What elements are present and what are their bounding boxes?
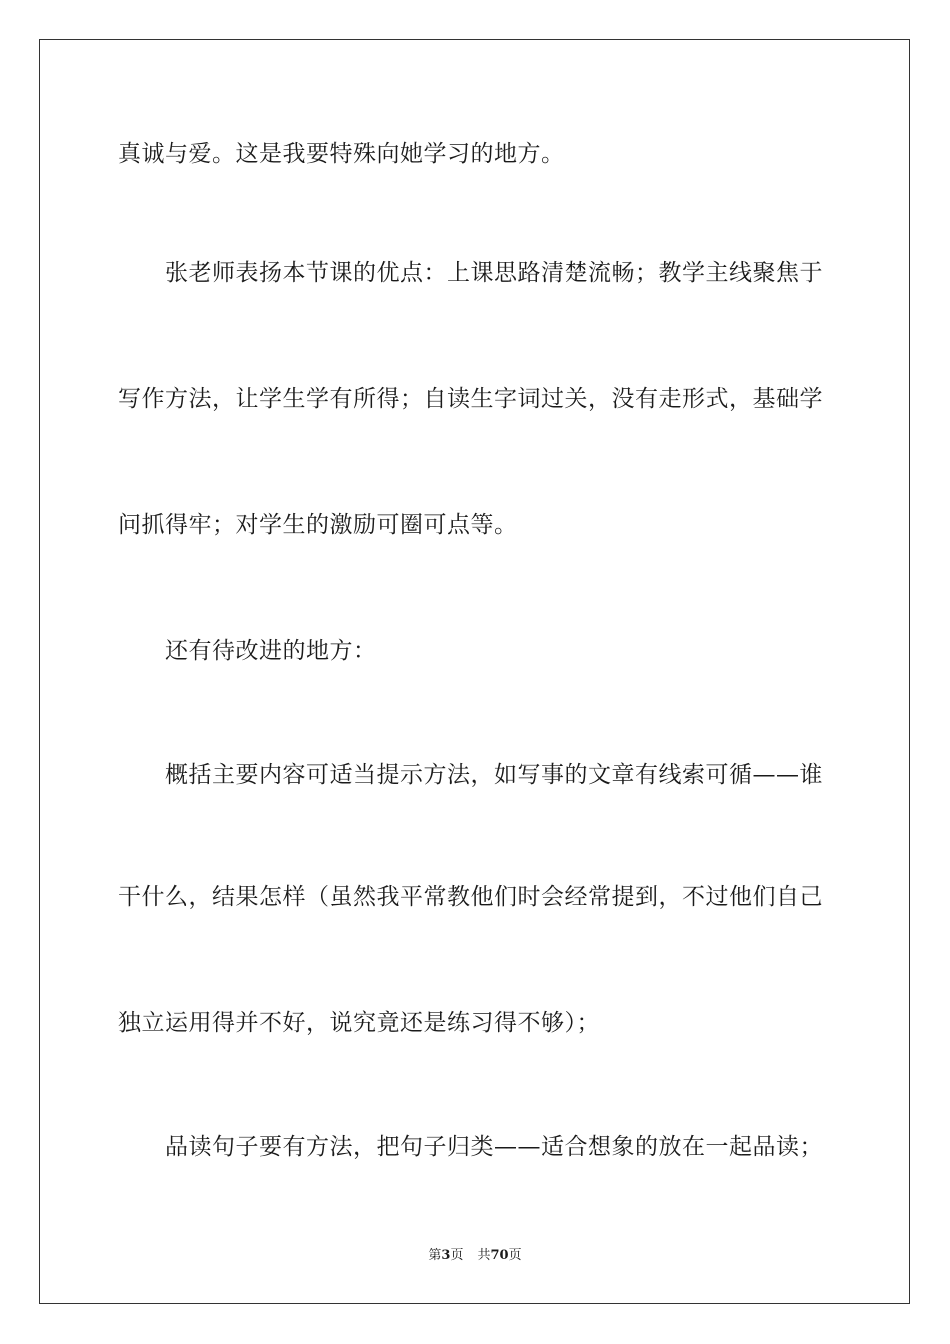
total-pages: 70 <box>490 1248 509 1263</box>
page-prefix: 第 <box>428 1248 442 1263</box>
text-line-5: 还有待改进的地方： <box>165 638 377 664</box>
text-line-9: 品读句子要有方法，把句子归类——适合想象的放在一起品读； <box>165 1134 823 1160</box>
page-suffix: 页 <box>450 1248 464 1263</box>
text-line-3: 写作方法，让学生学有所得；自读生字词过关，没有走形式，基础学 <box>118 386 823 412</box>
page-number: 3 <box>441 1248 451 1263</box>
total-suffix: 页 <box>508 1248 522 1263</box>
page-border <box>39 39 910 1304</box>
page-footer <box>0 1247 950 1265</box>
text-line-1: 真诚与爱。这是我要特殊向她学习的地方。 <box>118 141 565 167</box>
text-line-4: 问抓得牢；对学生的激励可圈可点等。 <box>118 512 518 538</box>
text-line-7: 干什么，结果怎样（虽然我平常教他们时会经常提到，不过他们自己 <box>118 884 823 910</box>
text-line-8: 独立运用得并不好，说究竟还是练习得不够）； <box>118 1010 600 1036</box>
text-line-2: 张老师表扬本节课的优点：上课思路清楚流畅；教学主线聚焦于 <box>165 260 823 286</box>
total-prefix: 共 <box>477 1248 491 1263</box>
text-line-6: 概括主要内容可适当提示方法，如写事的文章有线索可循——谁 <box>165 762 823 788</box>
